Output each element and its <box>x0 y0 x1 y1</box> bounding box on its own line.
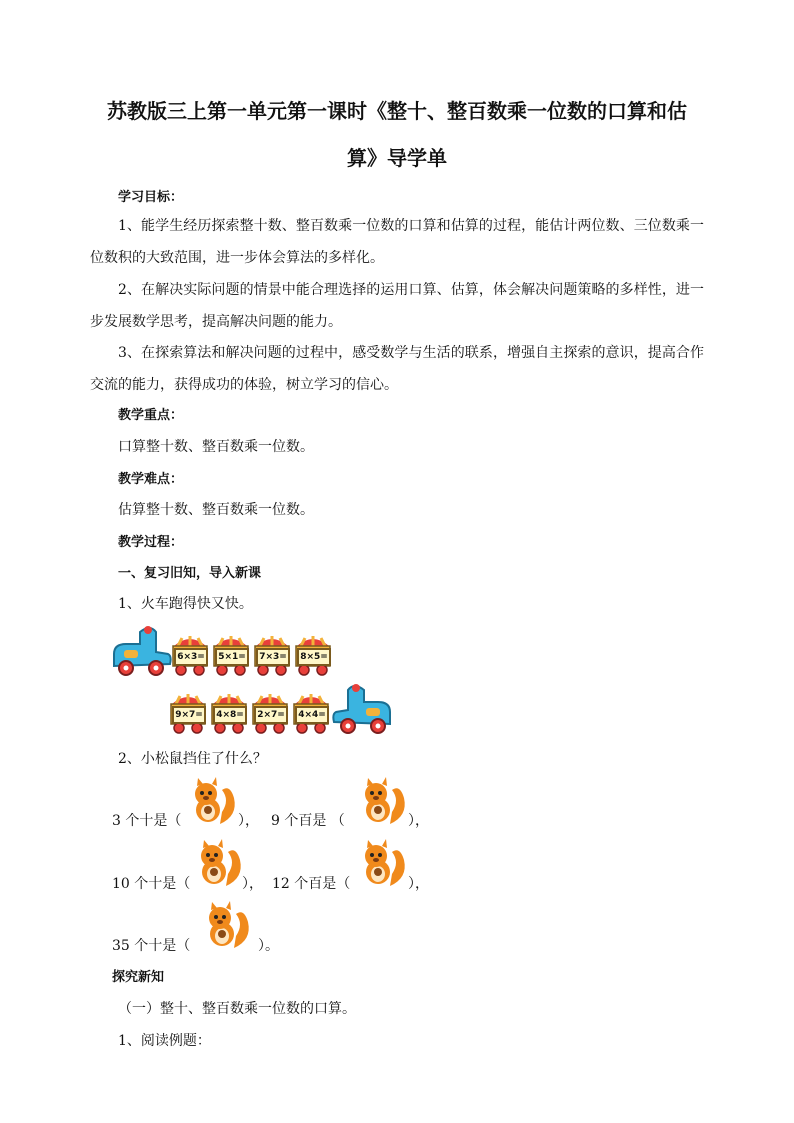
question-1: 1、火车跑得快又快。 <box>118 596 253 612</box>
blank-prefix-3-tens: 3 个十是（ <box>112 813 182 829</box>
squirrel-icon <box>356 838 408 888</box>
objective-2: 2、在解决实际问题的情景中能合理选择的运用口算、估算，体会解决问题策略的多样性，进一步发展数学思考，提高解决问题的能力。 <box>90 282 704 330</box>
train-car <box>295 634 331 676</box>
train-car <box>254 634 290 676</box>
squirrel-icon <box>356 776 408 826</box>
squirrel-icon <box>200 900 252 950</box>
train-card-label: 4×4= <box>295 706 329 724</box>
train-card-label: 2×7= <box>254 706 288 724</box>
blank-prefix-10-tens: 10 个十是（ <box>112 876 191 892</box>
objectives-heading: 学习目标： <box>118 190 184 205</box>
train-card-label: 9×7= <box>172 706 206 724</box>
explore-subheading-2: 1、阅读例题： <box>118 1033 211 1049</box>
question-2: 2、小松鼠挡住了什么？ <box>118 751 267 767</box>
train-card-label: 8×5= <box>297 648 331 666</box>
blank-suffix-35-tens: ）。 <box>258 938 279 954</box>
blank-suffix-12-hundreds: ）， <box>408 876 429 892</box>
key-point-text: 口算整十数、整百数乘一位数。 <box>118 439 314 455</box>
blank-suffix-3-tens: ）， <box>238 813 259 829</box>
squirrel-icon <box>186 776 238 826</box>
train-card-label: 5×1= <box>215 648 249 666</box>
difficulty-text: 估算整十数、整百数乘一位数。 <box>118 502 314 518</box>
document-title-line1: 苏教版三上第一单元第一课时《整十、整百数乘一位数的口算和估 <box>107 99 687 123</box>
explore-heading: 探究新知 <box>112 970 165 985</box>
document-title-line2: 算》导学单 <box>347 146 447 170</box>
explore-subheading-1: （一）整十、整百数乘一位数的口算。 <box>118 1001 356 1017</box>
train-card-label: 4×8= <box>213 706 247 724</box>
difficulty-heading: 教学难点： <box>118 472 184 487</box>
train-engine-icon <box>108 624 172 676</box>
train-car <box>293 692 329 734</box>
train-card-label: 6×3= <box>174 648 208 666</box>
blank-suffix-9-hundreds: ）， <box>408 813 429 829</box>
process-heading: 教学过程： <box>118 535 184 550</box>
train-engine-icon <box>332 682 396 734</box>
squirrel-icon <box>192 838 244 888</box>
train-car <box>172 634 208 676</box>
train-car <box>252 692 288 734</box>
blank-prefix-35-tens: 35 个十是（ <box>112 938 191 954</box>
train-car <box>170 692 206 734</box>
section1-heading: 一、复习旧知，导入新课 <box>118 566 262 581</box>
blank-suffix-10-tens: ）， <box>242 876 263 892</box>
blank-prefix-12-hundreds: 12 个百是（ <box>272 876 351 892</box>
objective-3: 3、在探索算法和解决问题的过程中，感受数学与生活的联系，增强自主探索的意识，提高合作交流的能力，获得成功的体验，树立学习的信心。 <box>90 345 704 393</box>
train-car <box>213 634 249 676</box>
objective-1: 1、能学生经历探索整十数、整百数乘一位数的口算和估算的过程，能估计两位数、三位数乘一位数积的大致范围，进一步体会算法的多样化。 <box>90 218 704 266</box>
train-card-label: 7×3= <box>256 648 290 666</box>
key-point-heading: 教学重点： <box>118 408 184 423</box>
blank-prefix-9-hundreds: 9 个百是 （ <box>271 813 345 829</box>
train-car <box>211 692 247 734</box>
